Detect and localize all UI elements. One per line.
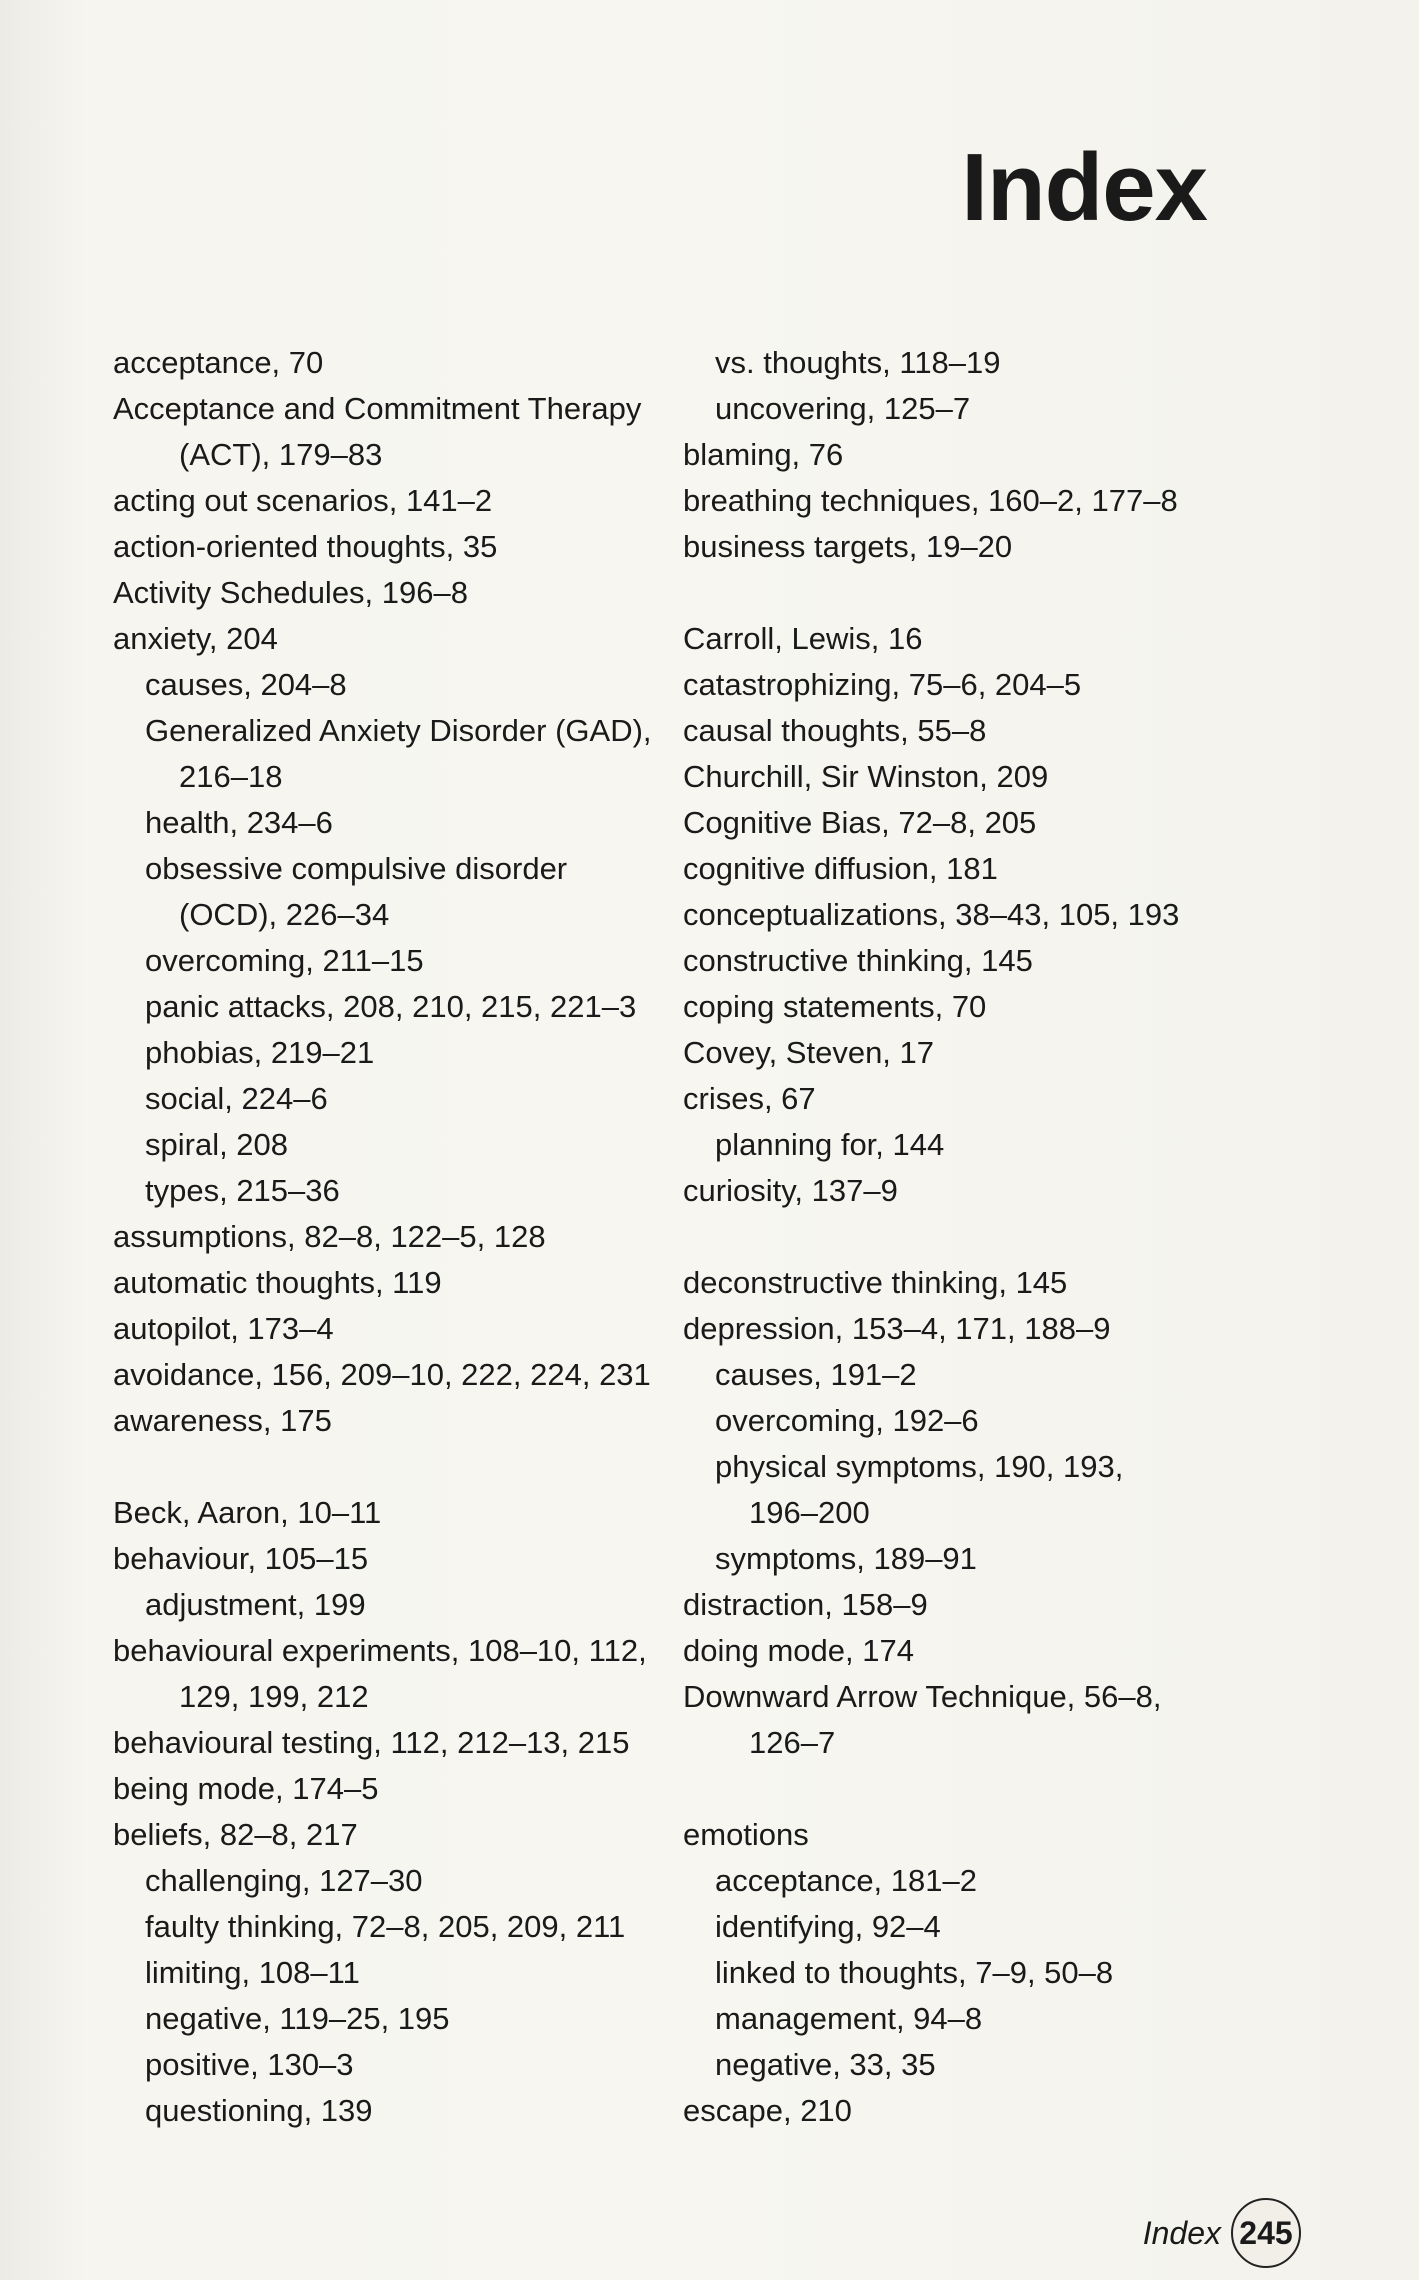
index-subentry: vs. thoughts, 118–19 <box>715 345 1001 380</box>
index-entry: escape, 210 <box>683 2093 852 2128</box>
index-section-gap <box>683 570 1243 616</box>
index-subentry: challenging, 127–30 <box>145 1863 423 1898</box>
index-entry: crises, 67 <box>683 1081 816 1116</box>
index-entry: assumptions, 82–8, 122–5, 128 <box>113 1219 546 1254</box>
index-column-right <box>683 340 1243 2134</box>
index-subentry: questioning, 139 <box>145 2093 373 2128</box>
index-subentry: physical symptoms, 190, 193, <box>715 1449 1124 1484</box>
index-entry: Covey, Steven, 17 <box>683 1035 935 1070</box>
index-subentry: linked to thoughts, 7–9, 50–8 <box>715 1955 1114 1990</box>
index-column-left <box>113 340 673 2134</box>
index-entry: (ACT), 179–83 <box>179 437 383 472</box>
index-entry: behaviour, 105–15 <box>113 1541 369 1576</box>
index-entry: acceptance, 70 <box>113 345 324 380</box>
index-subentry: causes, 204–8 <box>145 667 347 702</box>
index-entry: automatic thoughts, 119 <box>113 1265 442 1300</box>
index-entry: emotions <box>683 1817 809 1852</box>
index-subentry: symptoms, 189–91 <box>715 1541 977 1576</box>
index-subentry: uncovering, 125–7 <box>715 391 971 426</box>
index-entry: depression, 153–4, 171, 188–9 <box>683 1311 1111 1346</box>
index-entry: causal thoughts, 55–8 <box>683 713 987 748</box>
index-entry: acting out scenarios, 141–2 <box>113 483 493 518</box>
index-entry: Beck, Aaron, 10–11 <box>113 1495 382 1530</box>
index-subentry: identifying, 92–4 <box>715 1909 941 1944</box>
index-subentry: spiral, 208 <box>145 1127 289 1162</box>
index-entry: breathing techniques, 160–2, 177–8 <box>683 483 1178 518</box>
index-entry: 129, 199, 212 <box>179 1679 369 1714</box>
index-entry: behavioural testing, 112, 212–13, 215 <box>113 1725 630 1760</box>
index-entry: anxiety, 204 <box>113 621 278 656</box>
index-subentry: types, 215–36 <box>145 1173 340 1208</box>
index-entry: business targets, 19–20 <box>683 529 1013 564</box>
index-entry: action-oriented thoughts, 35 <box>113 529 498 564</box>
index-section-gap <box>683 1214 1243 1260</box>
index-entry: Churchill, Sir Winston, 209 <box>683 759 1049 794</box>
index-entry: coping statements, 70 <box>683 989 987 1024</box>
page-footer <box>1143 2198 1301 2268</box>
index-subentry: overcoming, 211–15 <box>145 943 424 978</box>
index-entry: blaming, 76 <box>683 437 844 472</box>
index-entry: curiosity, 137–9 <box>683 1173 898 1208</box>
index-entry: catastrophizing, 75–6, 204–5 <box>683 667 1082 702</box>
index-subentry: negative, 33, 35 <box>715 2047 936 2082</box>
index-entry: doing mode, 174 <box>683 1633 914 1668</box>
index-subentry: 196–200 <box>749 1495 870 1530</box>
index-entry: Carroll, Lewis, 16 <box>683 621 923 656</box>
index-entry: avoidance, 156, 209–10, 222, 224, 231 <box>113 1357 651 1392</box>
index-entry: Downward Arrow Technique, 56–8, <box>683 1679 1162 1714</box>
index-subentry: (OCD), 226–34 <box>179 897 390 932</box>
index-subentry: positive, 130–3 <box>145 2047 354 2082</box>
index-entry: distraction, 158–9 <box>683 1587 928 1622</box>
index-subentry: management, 94–8 <box>715 2001 983 2036</box>
page-title: Index <box>961 134 1207 241</box>
index-entry: Activity Schedules, 196–8 <box>113 575 468 610</box>
index-subentry: Generalized Anxiety Disorder (GAD), <box>145 713 652 748</box>
index-section-gap <box>113 1444 673 1490</box>
index-entry: awareness, 175 <box>113 1403 332 1438</box>
index-entry: cognitive diffusion, 181 <box>683 851 998 886</box>
index-subentry: limiting, 108–11 <box>145 1955 360 1990</box>
index-section-gap <box>683 1766 1243 1812</box>
index-subentry: adjustment, 199 <box>145 1587 366 1622</box>
index-subentry: phobias, 219–21 <box>145 1035 375 1070</box>
index-entry: behavioural experiments, 108–10, 112, <box>113 1633 647 1668</box>
index-entry: constructive thinking, 145 <box>683 943 1033 978</box>
index-subentry: 216–18 <box>179 759 283 794</box>
index-entry: deconstructive thinking, 145 <box>683 1265 1068 1300</box>
index-entry: beliefs, 82–8, 217 <box>113 1817 358 1852</box>
index-subentry: causes, 191–2 <box>715 1357 917 1392</box>
index-subentry: obsessive compulsive disorder <box>145 851 568 886</box>
index-subentry: acceptance, 181–2 <box>715 1863 977 1898</box>
index-entry: conceptualizations, 38–43, 105, 193 <box>683 897 1180 932</box>
index-subentry: planning for, 144 <box>715 1127 945 1162</box>
footer-section-label: Index <box>1142 2214 1221 2251</box>
index-entry: Acceptance and Commitment Therapy <box>113 391 642 426</box>
index-entry: Cognitive Bias, 72–8, 205 <box>683 805 1037 840</box>
page-number-badge: 245 <box>1231 2198 1301 2268</box>
index-subentry: faulty thinking, 72–8, 205, 209, 211 <box>145 1909 626 1944</box>
index-subentry: health, 234–6 <box>145 805 333 840</box>
index-subentry: social, 224–6 <box>145 1081 328 1116</box>
index-subentry: panic attacks, 208, 210, 215, 221–3 <box>145 989 637 1024</box>
index-subentry: negative, 119–25, 195 <box>145 2001 450 2036</box>
index-entry: autopilot, 173–4 <box>113 1311 334 1346</box>
index-entry: being mode, 174–5 <box>113 1771 379 1806</box>
index-subentry: overcoming, 192–6 <box>715 1403 979 1438</box>
index-entry: 126–7 <box>749 1725 836 1760</box>
